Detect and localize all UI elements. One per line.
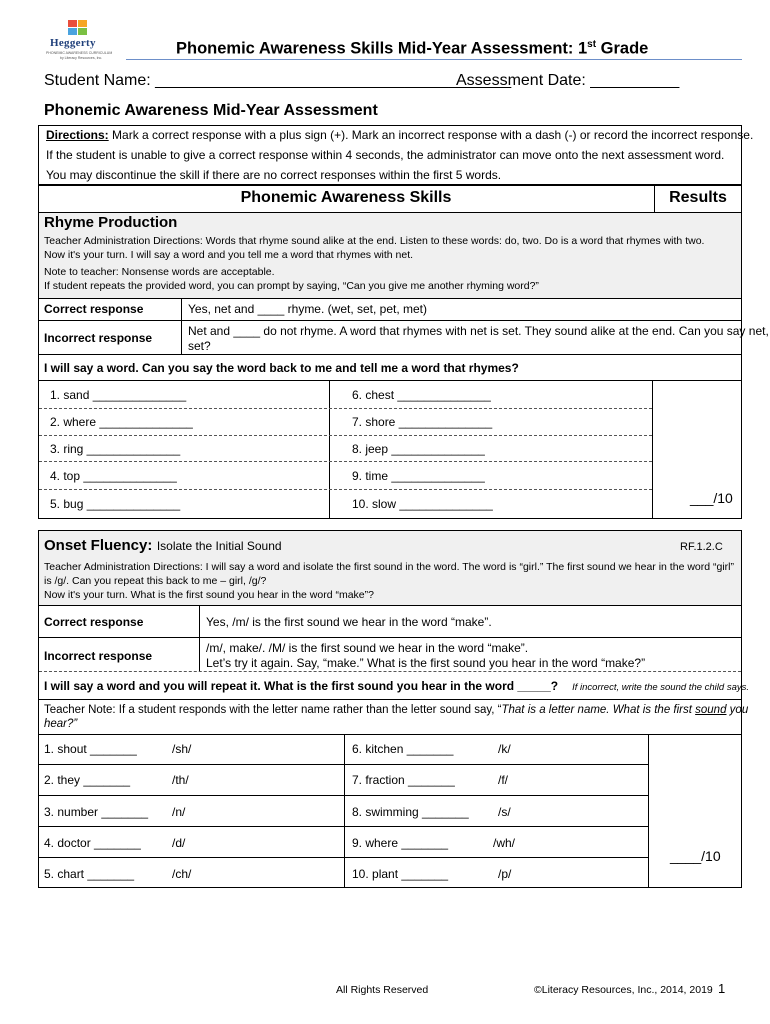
onset-item-6-sound: /k/ — [498, 742, 511, 756]
onset-item-7-sound: /f/ — [498, 773, 509, 787]
rhyme-note-2: If student repeats the provided word, you can prompt by saying, “Can you give me another rhyming word?” — [44, 280, 539, 292]
directions-line-2: If the student is unable to give a correct response within 4 seconds, the administrator can move onto the next assessment word. — [46, 148, 725, 162]
rhyme-note-1: Note to teacher: Nonsense words are acceptable. — [44, 266, 275, 278]
onset-item-6[interactable]: 6. kitchen _______ — [352, 742, 454, 756]
onset-item-5-sound: /ch/ — [172, 867, 192, 881]
onset-item-4[interactable]: 4. doctor _______ — [44, 836, 141, 850]
rhyme-item-6[interactable]: 6. chest ______________ — [352, 388, 491, 402]
page-number: 1 — [718, 981, 726, 996]
onset-item-10-sound: /p/ — [498, 867, 512, 881]
onset-directions-1: Teacher Administration Directions: I will say a word and isolate the first sound in the word. The word is “girl.” The first sound we hear in the word “girl” — [44, 561, 734, 573]
table-header-row — [38, 185, 742, 213]
directions-box — [38, 125, 754, 185]
onset-item-1[interactable]: 1. shout _______ — [44, 742, 137, 756]
assessment-date-field[interactable]: Assessment Date: __________ — [456, 72, 680, 89]
onset-title: Onset Fluency: Isolate the Initial Sound — [44, 537, 282, 554]
page-title: Phonemic Awareness Skills Mid-Year Assessment: 1st Grade — [176, 39, 649, 58]
onset-teacher-note-1: Teacher Note: If a student responds with the letter name rather than the letter sound say, “That is a letter name. What is the first sound you — [44, 704, 749, 716]
rhyme-incorrect-label: Incorrect response — [44, 331, 153, 345]
onset-incorrect-label: Incorrect response — [44, 649, 153, 663]
logo-sub: by Literacy Resources, Inc. — [60, 56, 103, 60]
rhyme-item-1[interactable]: 1. sand ______________ — [50, 388, 187, 402]
onset-item-10[interactable]: 10. plant _______ — [352, 867, 449, 881]
onset-item-9-sound: /wh/ — [493, 836, 516, 850]
rhyme-correct-label: Correct response — [44, 302, 144, 316]
rhyme-item-2[interactable]: 2. where ______________ — [50, 415, 193, 429]
rhyme-item-7[interactable]: 7. shore ______________ — [352, 415, 493, 429]
onset-item-5[interactable]: 5. chart _______ — [44, 867, 135, 881]
onset-correct-label: Correct response — [44, 615, 144, 629]
logo-squares-icon — [68, 20, 88, 36]
rhyme-item-10[interactable]: 10. slow ______________ — [352, 497, 493, 511]
student-name-field[interactable]: Student Name: ________________________________________ — [44, 72, 512, 89]
onset-item-8[interactable]: 8. swimming _______ — [352, 805, 469, 819]
onset-correct-text: Yes, /m/ is the first sound we hear in the word “make”. — [206, 615, 492, 629]
onset-standard: RF.1.2.C — [680, 541, 723, 553]
onset-item-4-sound: /d/ — [172, 836, 186, 850]
directions-line-1: Directions: Mark a correct response with a plus sign (+). Mark an incorrect response with a dash (-) or record the incorrect response. — [46, 128, 754, 142]
rhyme-correct-text: Yes, net and ____ rhyme. (wet, set, pet, met) — [188, 302, 428, 316]
onset-directions-2: is /g/. Can you repeat this back to me – girl, /g/? — [44, 575, 267, 587]
rhyme-directions-2: Now it's your turn. I will say a word and you tell me a word that rhymes with net. — [44, 249, 414, 261]
rhyme-incorrect-text-1: Net and ____ do not rhyme. A word that rhymes with net is set. They sound alike at the end. Can you say net, — [188, 324, 769, 338]
onset-item-8-sound: /s/ — [498, 805, 511, 819]
rhyme-incorrect-text-2: set? — [188, 339, 211, 353]
logo-tagline: PHONEMIC AWARENESS CURRICULUM — [46, 51, 113, 55]
rhyme-item-4[interactable]: 4. top ______________ — [50, 469, 177, 483]
onset-item-9[interactable]: 9. where _______ — [352, 836, 449, 850]
onset-item-3[interactable]: 3. number _______ — [44, 805, 149, 819]
footer-copyright: ©Literacy Resources, Inc., 2014, 2019 — [534, 984, 713, 996]
onset-item-1-sound: /sh/ — [172, 742, 192, 756]
rhyme-prompt: I will say a word. Can you say the word back to me and tell me a word that rhymes? — [44, 361, 519, 375]
directions-line-3: You may discontinue the skill if there are no correct responses within the first 5 words. — [46, 168, 502, 182]
rhyme-item-3[interactable]: 3. ring ______________ — [50, 442, 181, 456]
heggerty-logo — [44, 20, 124, 62]
onset-teacher-note-2: hear?” — [44, 718, 78, 730]
section-subtitle: Phonemic Awareness Mid-Year Assessment — [44, 102, 378, 119]
onset-item-7[interactable]: 7. fraction _______ — [352, 773, 455, 787]
onset-incorrect-text-2: Let’s try it again. Say, “make.” What is the first sound you hear in the word “make?” — [206, 656, 646, 670]
logo-text: Heggerty — [50, 37, 96, 49]
onset-incorrect-text-1: /m/, make/. /M/ is the first sound we hear in the word “make”. — [206, 641, 529, 655]
onset-directions-3: Now it's your turn. What is the first sound you hear in the word “make”? — [44, 589, 374, 601]
rhyme-title: Rhyme Production — [44, 214, 178, 231]
results-header: Results — [669, 189, 727, 206]
onset-prompt-row: I will say a word and you will repeat it. What is the first sound you hear in the word _____? If incorrect, write the sound the child says. — [44, 679, 749, 693]
title-rule — [126, 59, 742, 60]
skills-header: Phonemic Awareness Skills — [240, 189, 452, 206]
rhyme-item-5[interactable]: 5. bug ______________ — [50, 497, 181, 511]
onset-item-2-sound: /th/ — [172, 773, 189, 787]
onset-score[interactable]: ____/10 — [670, 848, 721, 864]
onset-item-3-sound: /n/ — [172, 805, 186, 819]
rhyme-directions-1: Teacher Administration Directions: Words that rhyme sound alike at the end. Listen to these words: do, two. Do is a word that rhymes with two. — [44, 235, 705, 247]
rhyme-item-9[interactable]: 9. time ______________ — [352, 469, 485, 483]
onset-item-2[interactable]: 2. they _______ — [44, 773, 131, 787]
rhyme-score[interactable]: ___/10 — [690, 490, 733, 506]
footer-rights: All Rights Reserved — [336, 984, 429, 996]
rhyme-item-8[interactable]: 8. jeep ______________ — [352, 442, 485, 456]
